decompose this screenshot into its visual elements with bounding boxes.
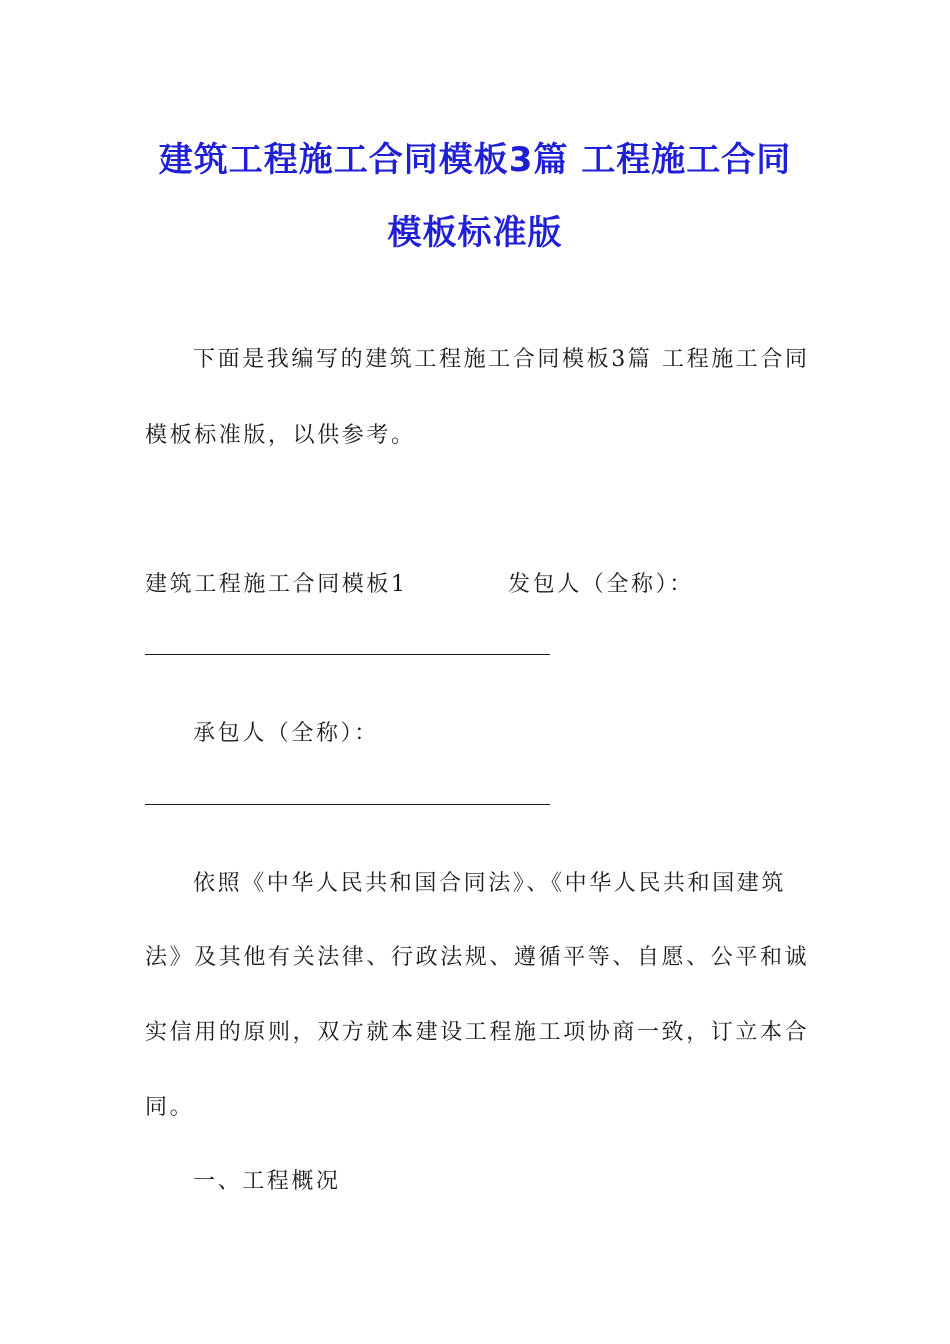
employer-label: 发包人（全称）： bbox=[508, 572, 694, 597]
basis-paragraph-line-1: 依照《中华人民共和国合同法》、《中华人民共和国建筑 bbox=[193, 871, 787, 896]
document-title-line-1: 建筑工程施工合同模板3篇 工程施工合同 bbox=[158, 140, 792, 180]
intro-paragraph-line-2: 模板标准版，以供参考。 bbox=[145, 423, 416, 448]
contract-heading: 建筑工程施工合同模板1 bbox=[145, 572, 408, 597]
contractor-label: 承包人（全称）： bbox=[193, 721, 379, 746]
basis-paragraph-line-4: 同。 bbox=[145, 1095, 195, 1120]
intro-paragraph-line-1: 下面是我编写的建筑工程施工合同模板3篇 工程施工合同 bbox=[193, 347, 810, 372]
basis-paragraph-line-2: 法》及其他有关法律、行政法规、遵循平等、自愿、公平和诚 bbox=[145, 945, 810, 970]
document-title-line-2: 模板标准版 bbox=[387, 213, 563, 253]
employer-name-blank-line bbox=[145, 654, 550, 655]
section-1-heading: 一、工程概况 bbox=[193, 1169, 341, 1194]
contractor-name-blank-line bbox=[145, 804, 550, 805]
basis-paragraph-line-3: 实信用的原则，双方就本建设工程施工项协商一致，订立本合 bbox=[145, 1020, 810, 1045]
